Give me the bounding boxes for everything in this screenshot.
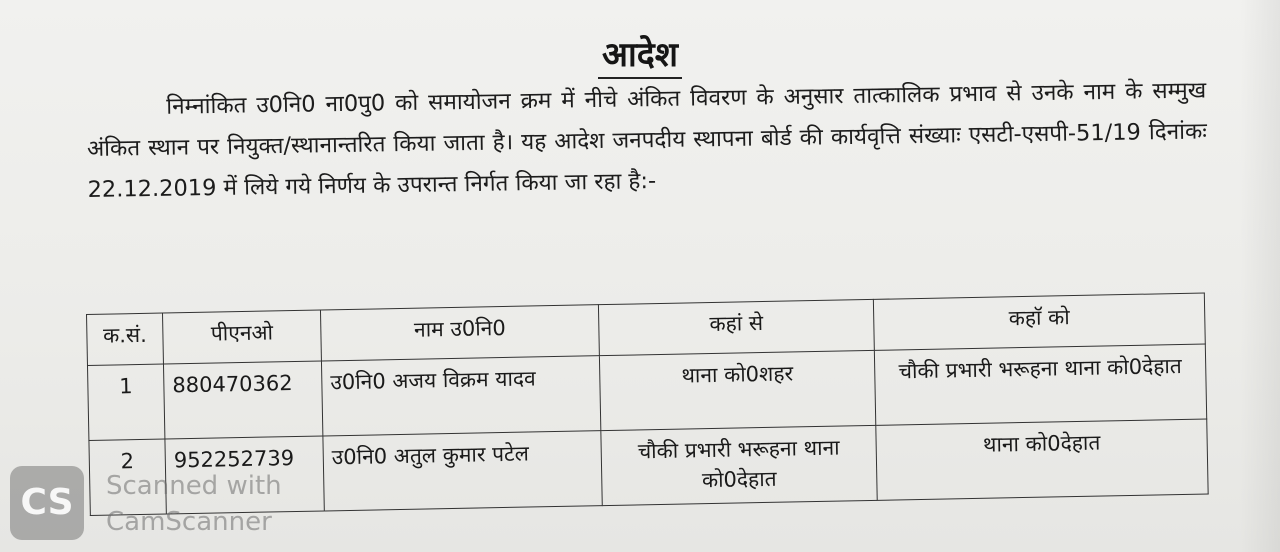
cell-name: उ0नि0 अतुल कुमार पटेल (323, 431, 602, 511)
order-paragraph-text: निम्नांकित उ0नि0 ना0पु0 को समायोजन क्रम में नीचे अंकित विवरण के अनुसार तात्कालिक प्रभाव से उनके नाम के सम्मुख अंकित स्थान पर नियुक्त/स्थानान्तरित किया जाता है। यह आदेश जनपदीय स्थापना बोर्ड की कार्यवृत्ति संख्याः एसटी-एसपी-51/19 दिनांकः 22.12.2019 में लिये गये निर्णय के उपरान्त निर्गत किया जा रहा है:- (86, 77, 1208, 203)
cell-to: चौकी प्रभारी भरूहना थाना को0देहात (874, 344, 1206, 425)
cell-serial-no: 2 (89, 439, 166, 515)
document-title (0, 30, 1280, 76)
header-serial-no: क.सं. (87, 313, 164, 365)
document-title-text: आदेश (598, 35, 682, 79)
header-to: कहाॅ को (873, 293, 1205, 350)
cell-pno: 952252739 (165, 436, 324, 514)
camscanner-logo-icon: CS (10, 466, 84, 540)
header-name: नाम उ0नि0 (320, 305, 599, 361)
cell-pno: 880470362 (163, 361, 322, 439)
transfer-table-wrapper (86, 293, 1208, 516)
header-pno: पीएनओ (162, 310, 321, 364)
page-edge-shadow (1240, 0, 1280, 552)
cell-serial-no: 1 (87, 364, 164, 440)
cell-from: थाना को0शहर (599, 350, 875, 430)
cell-from: चौकी प्रभारी भरूहना थाना को0देहात (601, 425, 877, 505)
watermark-line-1: Scanned with (106, 471, 282, 501)
cell-name: उ0नि0 अजय विक्रम यादव (321, 356, 600, 436)
cell-to: थाना को0देहात (876, 419, 1208, 500)
header-from: कहां से (598, 299, 874, 355)
watermark-line-2: CamScanner (106, 507, 272, 537)
transfer-table (86, 293, 1209, 516)
order-paragraph (86, 70, 1208, 211)
